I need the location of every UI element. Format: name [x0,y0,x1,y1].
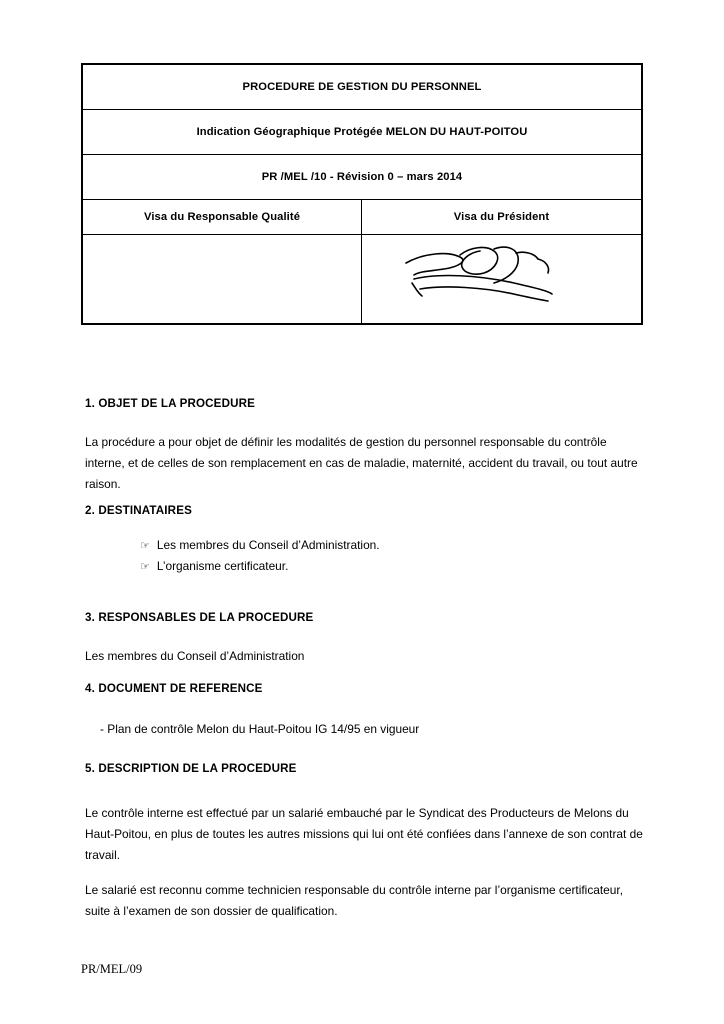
section-4-paragraph: - Plan de contrôle Melon du Haut-Poitou IG 14/95 en vigueur [100,722,420,736]
footer-reference: PR/MEL/09 [81,962,143,976]
header-signature-row [83,235,641,323]
section-5-paragraph-2: Le salarié est reconnu comme technicien responsable du contrôle interne par l’organisme certificateur, suite à l’examen de son dossier de qualification. [85,883,624,918]
pointing-hand-icon: ☞ [140,539,150,552]
header-title-cell: PROCEDURE DE GESTION DU PERSONNEL [242,81,482,93]
section-5-heading: 5. DESCRIPTION DE LA PROCEDURE [85,762,297,775]
handwritten-signature-icon [398,239,598,309]
visa-quality-signature-area [83,235,362,323]
document-header-table [81,63,643,325]
section-1-heading: 1. OBJET DE LA PROCEDURE [85,397,256,410]
header-subtitle-row [83,110,641,155]
visa-quality-label: Visa du Responsable Qualité [83,200,362,234]
pointing-hand-icon: ☞ [140,560,150,573]
header-subtitle-cell: Indication Géographique Protégée MELON DU HAUT-POITOU [196,126,528,138]
header-visa-label-row [83,200,641,235]
visa-president-signature-area [362,235,641,323]
section-5-paragraph-1: Le contrôle interne est effectué par un salarié embauché par le Syndicat des Producteurs de Melons du Haut-Poitou, en plus de toutes les autres missions qui lui ont été confiées dans l’annexe de son contrat de travail. [85,806,643,862]
list-item [140,535,620,556]
section-2-heading: 2. DESTINATAIRES [85,504,192,517]
header-reference-row [83,155,641,200]
section-3-heading: 3. RESPONSABLES DE LA PROCEDURE [85,611,314,624]
visa-president-label: Visa du Président [453,211,550,223]
list-item-label: Les membres du Conseil d’Administration. [156,538,380,552]
section-1-paragraph: La procédure a pour objet de définir les modalités de gestion du personnel responsable du contrôle interne, et de celles de son remplacement en cas de maladie, maternité, accident du travail, ou tout autre raison. [85,435,638,491]
list-item-label: L’organisme certificateur. [156,559,289,573]
section-4-heading: 4. DOCUMENT DE REFERENCE [85,682,263,695]
section-2-bullet-list [140,535,620,577]
section-3-paragraph: Les membres du Conseil d’Administration [85,649,305,663]
header-title-row [83,65,641,110]
list-item [140,556,620,577]
header-reference-cell: PR /MEL /10 - Révision 0 – mars 2014 [261,171,463,183]
